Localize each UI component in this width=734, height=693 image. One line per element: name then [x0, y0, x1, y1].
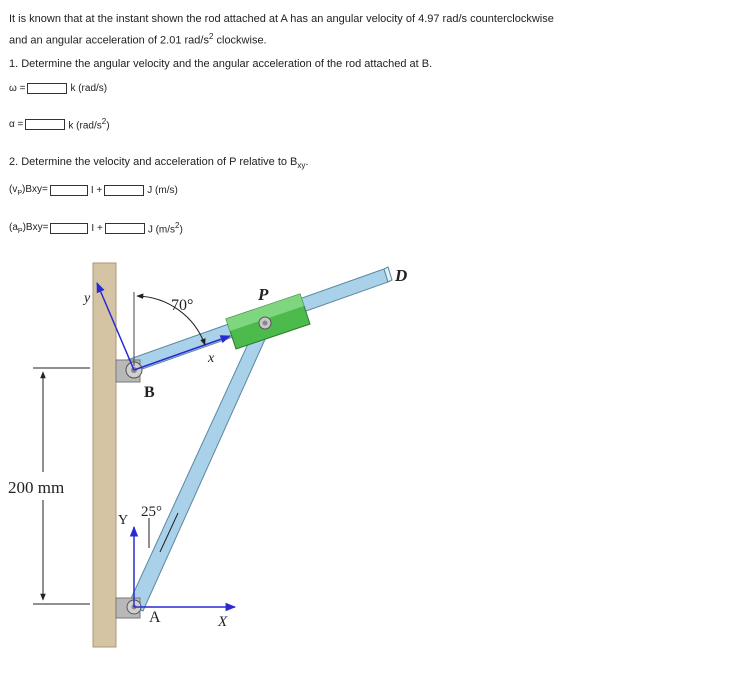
- alpha-unit: k $(rad/s^2)$: [68, 117, 110, 132]
- problem-line-1: It is known that at the instant shown the rod attached at A has an angular velocity of 4.97 rad/s counterclockwise: [9, 13, 554, 25]
- label-b: B: [144, 384, 155, 401]
- omega-label: ω =: [9, 83, 26, 94]
- velocity-i-unit: I +: [90, 185, 103, 196]
- dimension-label: 200 mm: [8, 478, 65, 497]
- label-p: P: [258, 285, 269, 304]
- label-a: A: [149, 609, 161, 626]
- label-global-x: X: [218, 614, 228, 630]
- pin-p-center: [263, 321, 268, 326]
- acceleration-i-unit: I +: [91, 222, 103, 234]
- label-y: y: [84, 291, 91, 306]
- problem-line-2: and an angular acceleration of 2.01 rad/$s^2$ clockwise.: [9, 32, 267, 47]
- label-x: x: [208, 351, 215, 366]
- question-1-text: 1. Determine the angular velocity and the angular acceleration of the rod attached at B.: [9, 58, 433, 70]
- alpha-label: α =: [9, 118, 24, 130]
- velocity-label: $(v_P)Bxy=$: [9, 184, 48, 197]
- velocity-j-unit: J (m/s): [147, 185, 178, 196]
- acceleration-j-unit: J $(m/s^2)$: [147, 221, 183, 236]
- label-d: D: [395, 266, 408, 285]
- omega-unit: k (rad/s): [70, 83, 108, 94]
- label-global-y: Y: [118, 513, 129, 528]
- angle-25-label: 25°: [141, 504, 162, 520]
- question-2-text: 2. Determine the velocity and acceleration of P relative to $B_{xy}$.: [9, 156, 309, 171]
- angle-70-label: 70°: [171, 297, 194, 314]
- acceleration-label: $(a_P)Bxy=$: [9, 221, 49, 235]
